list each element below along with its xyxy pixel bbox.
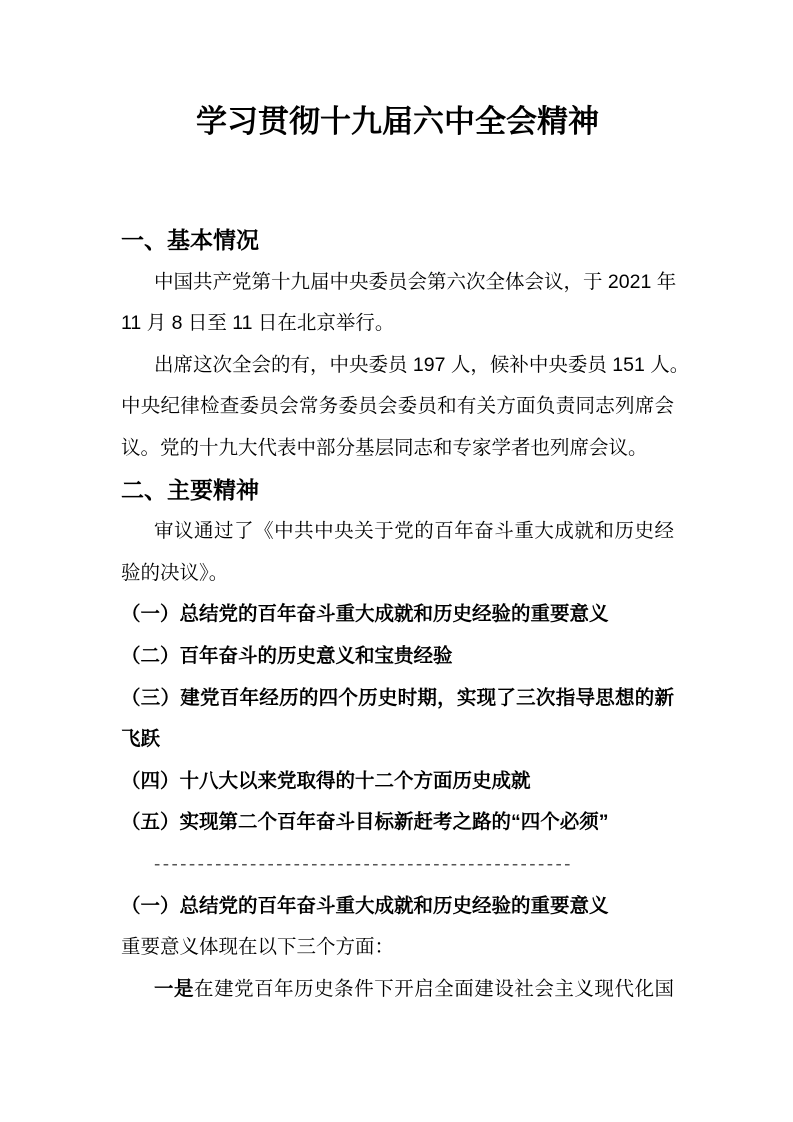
paragraph-line: 验的决议》。 <box>121 561 229 584</box>
subsection1-intro: 重要意义体现在以下三个方面： <box>121 936 395 959</box>
outline-item-4: （四）十八大以来党取得的十二个方面历史成就 <box>121 769 531 792</box>
document-body <box>121 220 690 1010</box>
paragraph-line: 中央纪律检查委员会常务委员会委员和有关方面负责同志列席会 <box>121 395 674 418</box>
section1-heading: 一、基本情况 <box>121 227 259 253</box>
paragraph-line <box>121 969 674 1011</box>
lead-in-emphasis: 一是 <box>154 977 195 1000</box>
paragraph-line: 中国共产党第十九届中央委员会第六次全体会议，于 2021 年 <box>154 270 677 293</box>
dashed-divider: ------------------------------------------------ <box>154 853 573 875</box>
outline-item-3: （三）建党百年经历的四个历史时期，实现了三次指导思想的新 <box>121 686 674 709</box>
outline-item-1: （一）总结党的百年奋斗重大成就和历史经验的重要意义 <box>121 603 609 626</box>
paragraph-text: 在建党百年历史条件下开启全面建设社会主义现代化国 <box>194 977 674 1000</box>
paragraph-line: 议。党的十九大代表中部分基层同志和专家学者也列席会议。 <box>121 436 648 459</box>
document-title: 学习贯彻十九届六中全会精神 <box>196 104 599 139</box>
paragraph-line: 11 月 8 日至 11 日在北京举行。 <box>121 312 395 335</box>
section2-heading: 二、主要精神 <box>121 476 259 503</box>
paragraph-line: 出席这次全会的有，中央委员 197 人，候补中央委员 151 人。 <box>154 353 690 376</box>
outline-item-5: （五）实现第二个百年奋斗目标新赶考之路的“四个必须” <box>121 811 609 834</box>
outline-item-3-continuation: 飞跃 <box>121 728 161 751</box>
subsection1-heading: （一）总结党的百年奋斗重大成就和历史经验的重要意义 <box>121 894 609 917</box>
paragraph-line: 审议通过了《中共中央关于党的百年奋斗重大成就和历史经 <box>154 520 674 543</box>
outline-item-2: （二）百年奋斗的历史意义和宝贵经验 <box>121 644 453 667</box>
